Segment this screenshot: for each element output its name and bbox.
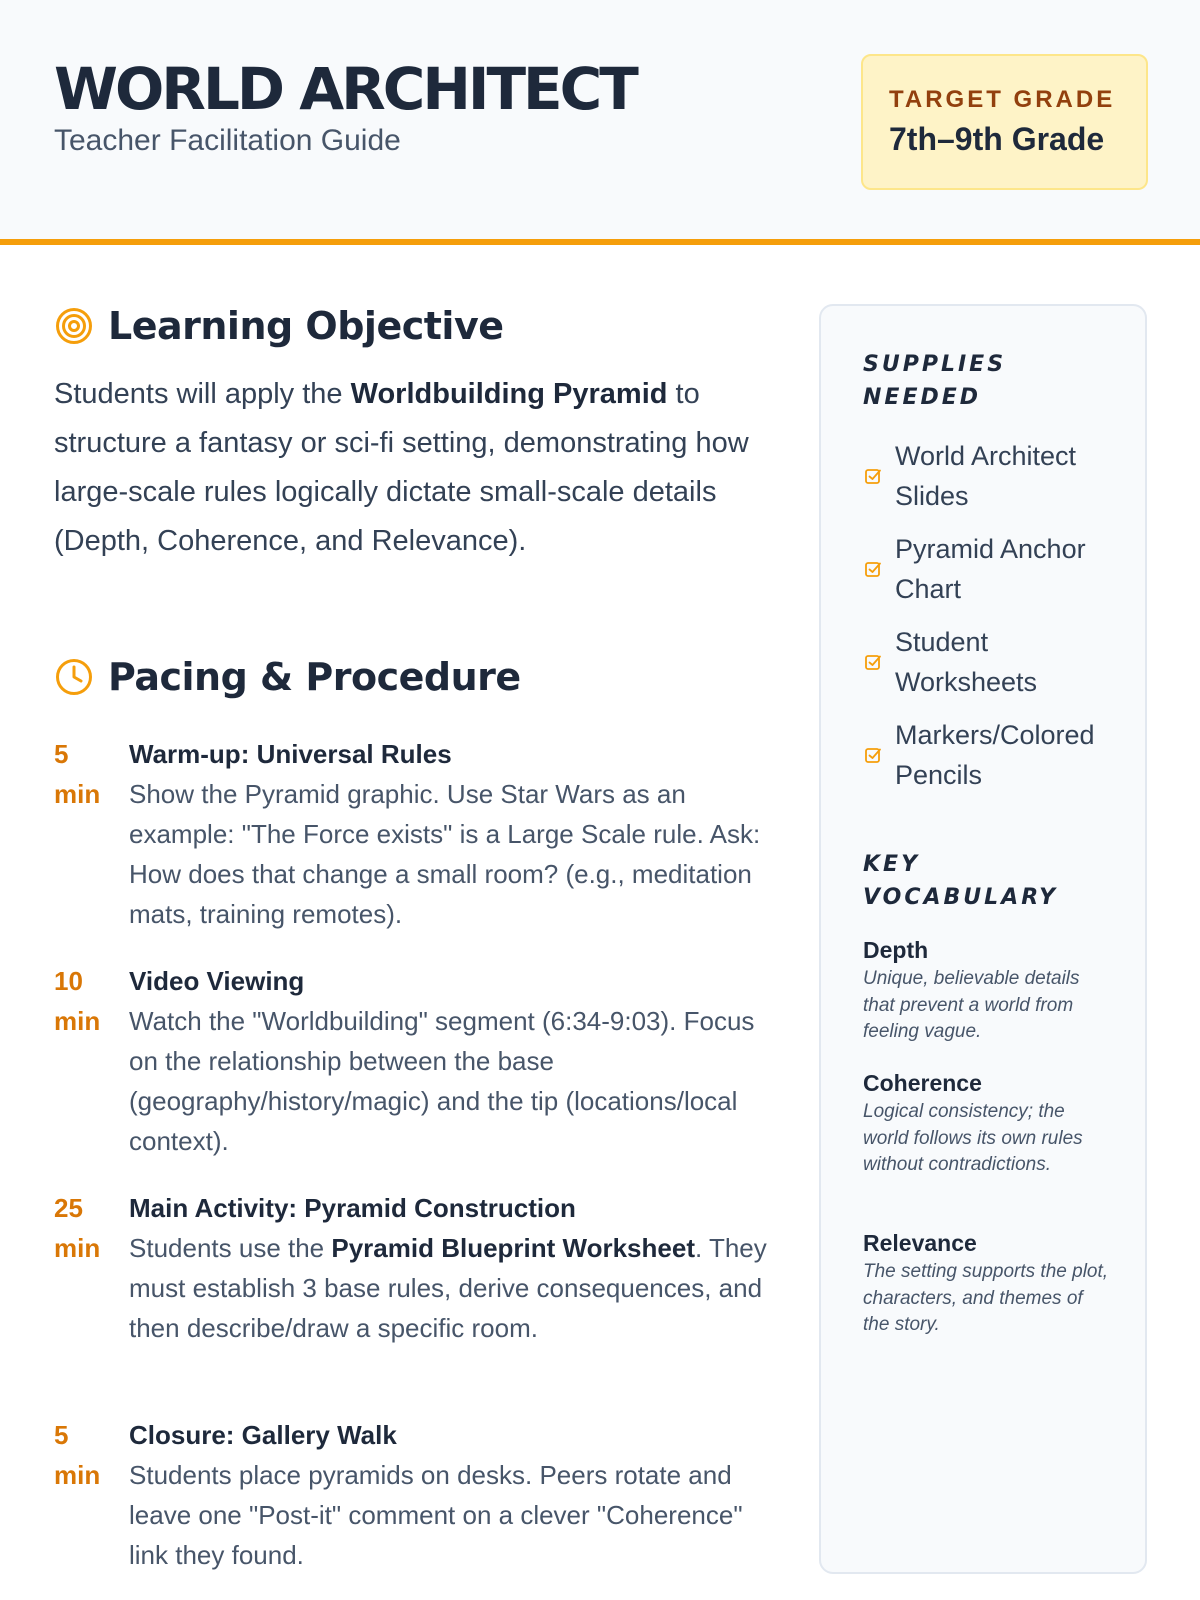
- page-title: WORLD ARCHITECT: [54, 55, 636, 123]
- target-grade-label: TARGET GRADE: [889, 86, 1116, 113]
- step-desc-text: . They must establish 3 base rules, derive consequences, and then describe/draw a specific room.: [129, 1233, 767, 1343]
- supplies-heading: SUPPLIES NEEDED: [863, 352, 1007, 410]
- step-desc-text: Students use the: [129, 1233, 332, 1263]
- step-title: Main Activity: Pyramid Construction: [129, 1193, 576, 1223]
- checkbox-icon: [863, 466, 883, 486]
- step-title: Closure: Gallery Walk: [129, 1420, 397, 1450]
- vocab-entry: [863, 1227, 1113, 1339]
- step-minutes: 5: [54, 739, 69, 769]
- objective-text-end: to structure a fantasy or sci-fi setting, demonstrating how large-scale rules logically dictate small-scale details (Depth, Coherence, and Relevance).: [54, 378, 749, 557]
- vocab-entry: [863, 934, 1113, 1046]
- vocabulary-heading: KEY VOCABULARY: [863, 852, 1059, 910]
- supply-item: [863, 622, 1133, 702]
- step-duration: [54, 734, 124, 814]
- vocab-definition: Logical consistency; the world follows its own rules without contradictions.: [863, 1101, 1083, 1175]
- pacing-title: Pacing & Procedure: [108, 655, 521, 699]
- worksheet-name: Pyramid Blueprint Worksheet: [331, 1233, 695, 1263]
- supply-item: [863, 436, 1133, 516]
- step-unit: min: [54, 779, 101, 809]
- clock-icon: [54, 657, 94, 697]
- step-title: Warm-up: Universal Rules: [129, 739, 452, 769]
- learning-objective-title: Learning Objective: [108, 304, 504, 348]
- supply-label: Student Worksheets: [895, 627, 1038, 697]
- supply-label: World Architect Slides: [895, 441, 1077, 511]
- page-subtitle: Teacher Facilitation Guide: [54, 124, 401, 157]
- checkbox-icon: [863, 652, 883, 672]
- step-unit: min: [54, 1233, 101, 1263]
- step-duration: [54, 1415, 124, 1495]
- vocab-term: Relevance: [863, 1230, 977, 1256]
- learning-objective-text: [54, 370, 774, 566]
- vocab-term: Coherence: [863, 1070, 982, 1096]
- vocab-definition: Unique, believable details that prevent a world from feeling vague.: [863, 968, 1080, 1042]
- vocab-definition: The setting supports the plot, characters, and themes of the story.: [863, 1261, 1109, 1335]
- learning-objective-heading: [54, 304, 504, 348]
- supply-item: [863, 715, 1133, 795]
- vocab-entry: [863, 1067, 1113, 1179]
- step-desc-text: Students place pyramids on desks. Peers rotate and leave one "Post-it" comment on a clever "Coherence" link they found.: [129, 1460, 743, 1570]
- step-title: Video Viewing: [129, 966, 305, 996]
- vocab-term: Depth: [863, 937, 929, 963]
- step-description: [129, 1455, 779, 1575]
- step-description: [129, 1228, 779, 1348]
- step-unit: min: [54, 1006, 101, 1036]
- supply-label: Pyramid Anchor Chart: [895, 534, 1086, 604]
- page-header: [0, 0, 1200, 245]
- step-desc-text: Watch the "Worldbuilding" segment (6:34-9:03). Focus on the relationship between the base (geography/history/magic) and the tip (locations/local context).: [129, 1006, 755, 1156]
- sidebar-panel: [819, 304, 1147, 1574]
- pacing-heading: [54, 655, 521, 699]
- supply-label: Markers/Colored Pencils: [895, 720, 1095, 790]
- step-desc-text: Show the Pyramid graphic. Use Star Wars as an example: "The Force exists" is a Large Scale rule. Ask: How does that change a small room? (e.g., meditation mats, training remotes).: [129, 779, 761, 929]
- step-minutes: 25: [54, 1193, 83, 1223]
- step-duration: [54, 1188, 124, 1268]
- step-description: [129, 774, 779, 934]
- target-grade-badge: [861, 54, 1148, 190]
- step-description: [129, 1001, 779, 1161]
- step-unit: min: [54, 1460, 101, 1490]
- step-minutes: 5: [54, 1420, 69, 1450]
- objective-highlight: Worldbuilding Pyramid: [350, 378, 668, 410]
- supply-item: [863, 529, 1133, 609]
- target-grade-value: 7th–9th Grade: [889, 121, 1105, 157]
- step-duration: [54, 961, 124, 1041]
- target-icon: [54, 306, 94, 346]
- objective-text-start: Students will apply the: [54, 378, 351, 410]
- step-minutes: 10: [54, 966, 83, 996]
- checkbox-icon: [863, 559, 883, 579]
- checkbox-icon: [863, 745, 883, 765]
